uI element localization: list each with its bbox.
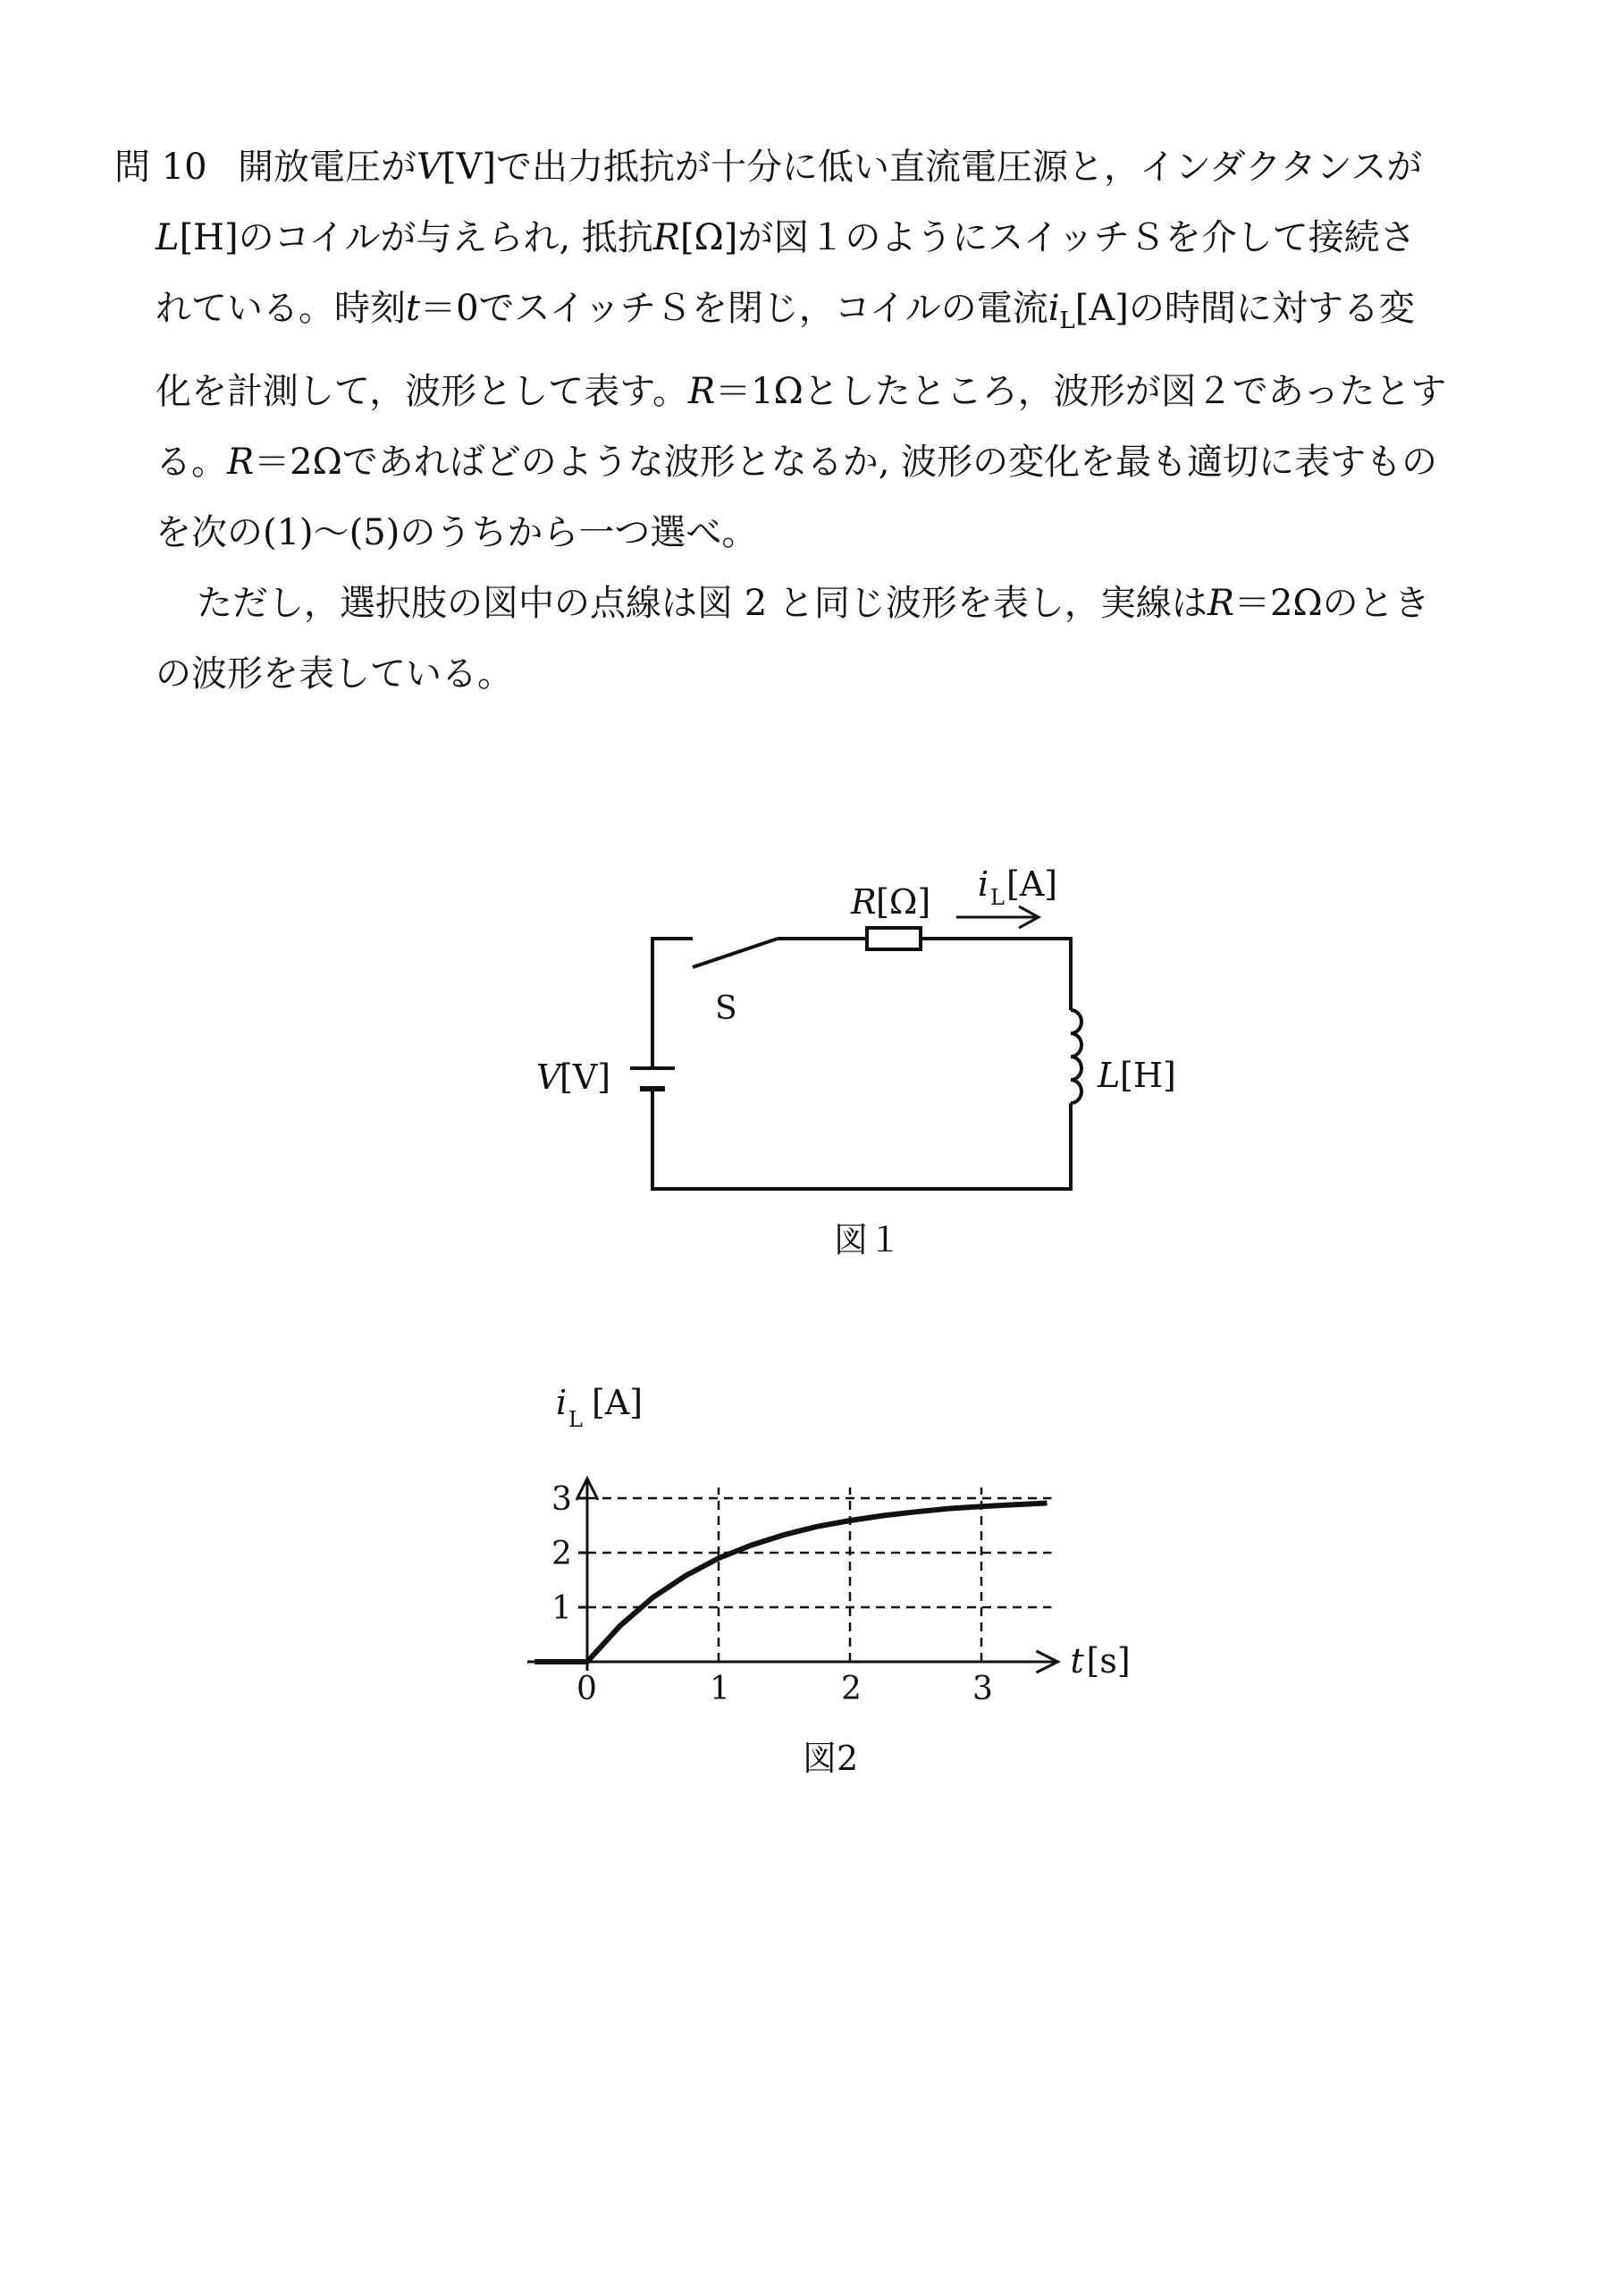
x-axis-label-unit: [s] — [1086, 1641, 1131, 1681]
question-line-2: L[H]のコイルが与えられ, 抵抗R[Ω]が図１のようにスイッチＳを介して接続さ — [156, 217, 1416, 258]
question-line-5: る。R＝2Ωであればどのような波形となるか, 波形の変化を最も適切に表すもの — [156, 442, 1438, 483]
wire-right-upper — [921, 939, 1071, 1010]
x-axis-label-var: t — [1070, 1641, 1084, 1681]
figure-2-chart — [0, 1341, 1624, 1806]
switch-blade — [693, 939, 778, 967]
current-sub: L — [990, 885, 1005, 910]
question-line-4: 化を計測して，波形として表す。R＝1Ωとしたところ，波形が図２であったとす — [156, 371, 1447, 412]
origin-label: 0 — [576, 1671, 597, 1707]
resistor-var: R — [851, 882, 877, 922]
chart-series — [534, 1504, 1047, 1663]
figure-1-caption: 図１ — [834, 1220, 903, 1260]
xtick-label-1: 1 — [710, 1671, 730, 1707]
xtick-label-2: 2 — [841, 1671, 862, 1707]
wire-bottom — [652, 1089, 1071, 1189]
source-unit: [V] — [560, 1057, 611, 1097]
question-line-1: 問 10 開放電圧がV[V]で出力抵抗が十分に低い直流電圧源と，インダクタンスが — [114, 132, 1527, 203]
figure-2-caption: 図2 — [803, 1739, 859, 1778]
circuit-wires — [652, 928, 1081, 1189]
ytick-label-2: 2 — [551, 1536, 572, 1572]
source-var: V — [536, 1057, 561, 1097]
question-line-6: を次の(1)～(5)のうちから一つ選べ。 — [156, 512, 758, 553]
chart-labels — [551, 1383, 1131, 1707]
resistor — [867, 928, 921, 949]
series-line-0 — [534, 1504, 1047, 1663]
wire-left-upper — [652, 939, 693, 1068]
xtick-label-3: 3 — [972, 1671, 993, 1707]
ytick-label-1: 1 — [551, 1590, 572, 1627]
resistor-unit: [Ω] — [876, 882, 931, 922]
question-line-3: れている。時刻t＝0でスイッチＳを閉じ，コイルの電流$i_L[A]$の時間に対する変 — [156, 288, 1415, 334]
ytick-label-3: 3 — [551, 1481, 572, 1518]
current-unit: [A] — [1006, 864, 1058, 904]
y-axis-label-sub: L — [568, 1407, 583, 1432]
current-var: i — [978, 864, 989, 904]
switch-label: S — [715, 990, 737, 1027]
coil-var: L — [1098, 1056, 1121, 1095]
y-axis-label-unit: [A] — [592, 1383, 644, 1422]
coil-inductor — [1071, 1010, 1081, 1103]
coil-unit: [H] — [1120, 1056, 1176, 1095]
question-number: 問 10 — [114, 147, 207, 188]
question-line-7: ただし，選択肢の図中の点線は図 2 と同じ波形を表し，実線はR＝2Ωのとき — [197, 583, 1430, 624]
chart-grid — [587, 1487, 1052, 1662]
question-line-8: の波形を表している。 — [156, 653, 513, 695]
y-axis-label-var: i — [556, 1383, 568, 1422]
